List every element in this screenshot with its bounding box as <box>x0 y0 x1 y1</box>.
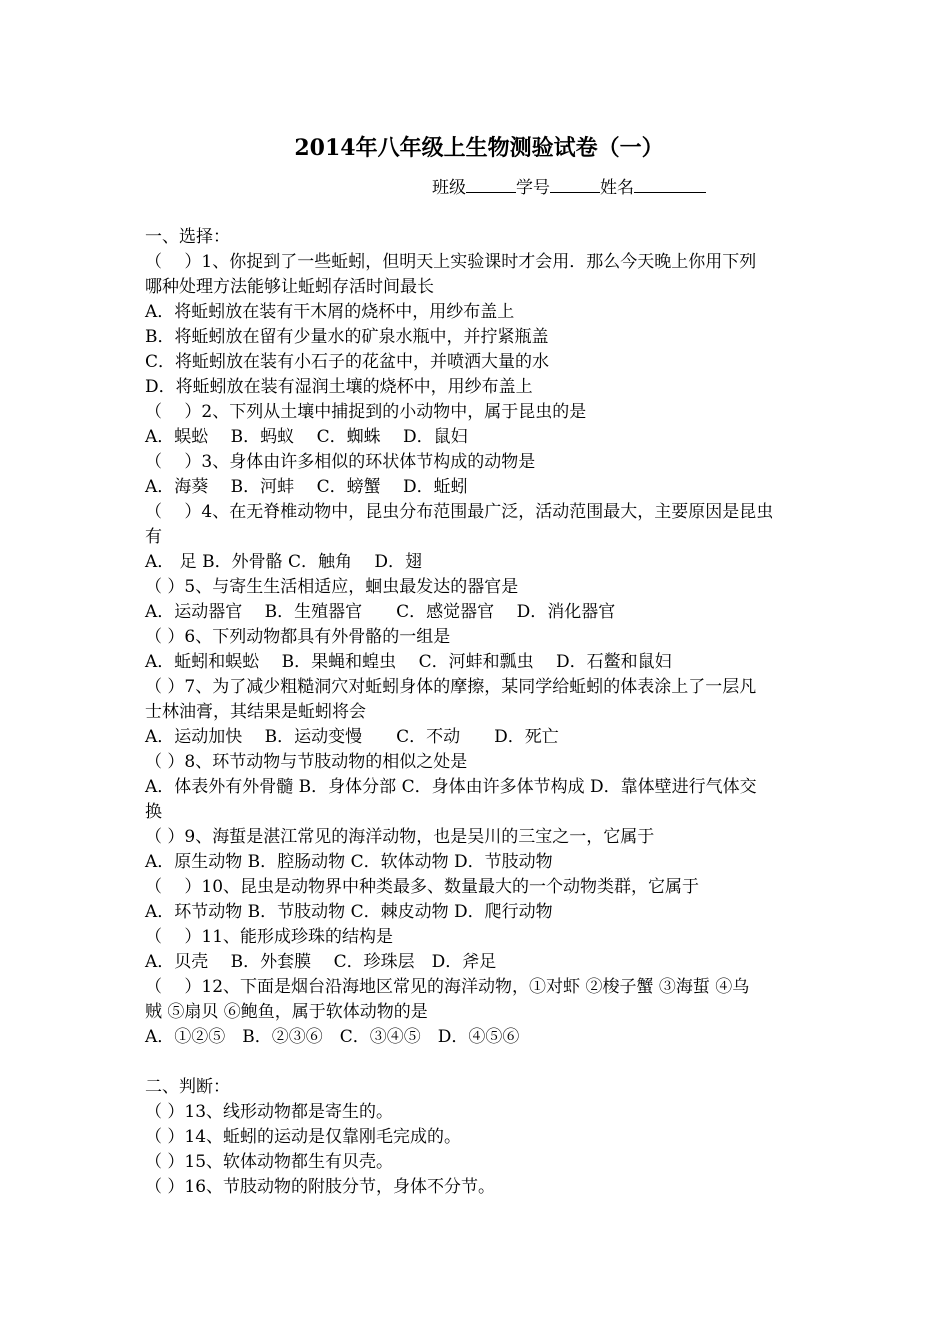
class-blank <box>466 176 516 193</box>
text-line: （ ）10、昆虫是动物界中种类最多、数量最大的一个动物类群，它属于 <box>145 877 700 897</box>
section-heading-judge: 二、判断： <box>145 1077 230 1097</box>
text-line: （ ）8、环节动物与节肢动物的相似之处是 <box>145 752 468 772</box>
text-line: （ ）1、你捉到了一些蚯蚓，但明天上实验课时才会用．那么今天晚上你用下列 <box>145 252 757 272</box>
text-line: （ ）13、线形动物都是寄生的。 <box>145 1102 394 1122</box>
exam-body <box>145 225 810 1200</box>
text-line: A．贝壳 B．外套膜 C．珍珠层 D．斧足 <box>145 952 497 972</box>
text-line: （ ）5、与寄生生活相适应，蛔虫最发达的器官是 <box>145 577 519 597</box>
text-line: 换 <box>145 802 162 822</box>
text-line: C．将蚯蚓放在装有小石子的花盆中，并喷洒大量的水 <box>145 352 550 372</box>
exam-title: 2014年八年级上生物测验试卷（一） <box>294 135 664 161</box>
text-line: （ ）3、身体由许多相似的环状体节构成的动物是 <box>145 452 536 472</box>
text-line: B．将蚯蚓放在留有少量水的矿泉水瓶中，并拧紧瓶盖 <box>145 327 549 347</box>
text-line: A．原生动物 B．腔肠动物 C．软体动物 D．节肢动物 <box>145 852 553 872</box>
text-line: （ ）6、下列动物都具有外骨骼的一组是 <box>145 627 451 647</box>
text-line: （ ）16、节肢动物的附肢分节，身体不分节。 <box>145 1177 496 1197</box>
name-label: 姓名 <box>600 178 634 198</box>
text-line: （ ）15、软体动物都生有贝壳。 <box>145 1152 394 1172</box>
text-line: A．海葵 B．河蚌 C．螃蟹 D．蚯蚓 <box>145 477 468 497</box>
name-blank <box>634 176 706 193</box>
class-label: 班级 <box>432 178 466 198</box>
text-line: 有 <box>145 527 162 547</box>
text-line: A．蜈蚣 B．蚂蚁 C．蜘蛛 D．鼠妇 <box>145 427 468 447</box>
text-line: （ ）11、能形成珍珠的结构是 <box>145 927 394 947</box>
text-line: （ ）14、蚯蚓的运动是仅靠刚毛完成的。 <box>145 1127 462 1147</box>
text-line: （ ）12、下面是烟台沿海地区常见的海洋动物，①对虾 ②梭子蟹 ③海蜇 ④乌 <box>145 977 750 997</box>
number-label: 学号 <box>516 178 550 198</box>
text-line: A．将蚯蚓放在装有干木屑的烧杯中，用纱布盖上 <box>145 302 515 322</box>
text-line: A．蚯蚓和蜈蚣 B．果蝇和蝗虫 C．河蚌和瓢虫 D．石鳖和鼠妇 <box>145 652 672 672</box>
text-line: （ ）7、为了减少粗糙洞穴对蚯蚓身体的摩擦，某同学给蚯蚓的体表涂上了一层凡 <box>145 677 757 697</box>
text-line: A．环节动物 B．节肢动物 C．棘皮动物 D．爬行动物 <box>145 902 553 922</box>
text-line: 哪种处理方法能够让蚯蚓存活时间最长 <box>145 277 434 297</box>
text-line: （ ）9、海蜇是湛江常见的海洋动物，也是吴川的三宝之一，它属于 <box>145 827 655 847</box>
text-line: 贼 ⑤扇贝 ⑥鲍鱼，属于软体动物的是 <box>145 1002 428 1022</box>
text-line: A．运动器官 B．生殖器官 C．感觉器官 D．消化器官 <box>145 602 616 622</box>
student-info-line <box>432 176 706 199</box>
text-line: A．体表外有外骨髓 B．身体分部 C．身体由许多体节构成 D．靠体壁进行气体交 <box>145 777 757 797</box>
section-gap <box>145 1050 810 1075</box>
text-line: D．将蚯蚓放在装有湿润土壤的烧杯中，用纱布盖上 <box>145 377 533 397</box>
section-heading-choice: 一、选择： <box>145 227 230 247</box>
text-line: A．①②⑤ B．②③⑥ C．③④⑤ D．④⑤⑥ <box>145 1027 520 1047</box>
text-line: 士林油膏，其结果是蚯蚓将会 <box>145 702 366 722</box>
text-line: （ ）2、下列从土壤中捕捉到的小动物中，属于昆虫的是 <box>145 402 587 422</box>
number-blank <box>550 176 600 193</box>
text-line: A． 足 B．外骨骼 C．触角 D．翅 <box>145 552 423 572</box>
text-line: （ ）4、在无脊椎动物中，昆虫分布范围最广泛，活动范围最大，主要原因是昆虫 <box>145 502 774 522</box>
text-line: A．运动加快 B．运动变慢 C．不动 D．死亡 <box>145 727 559 747</box>
